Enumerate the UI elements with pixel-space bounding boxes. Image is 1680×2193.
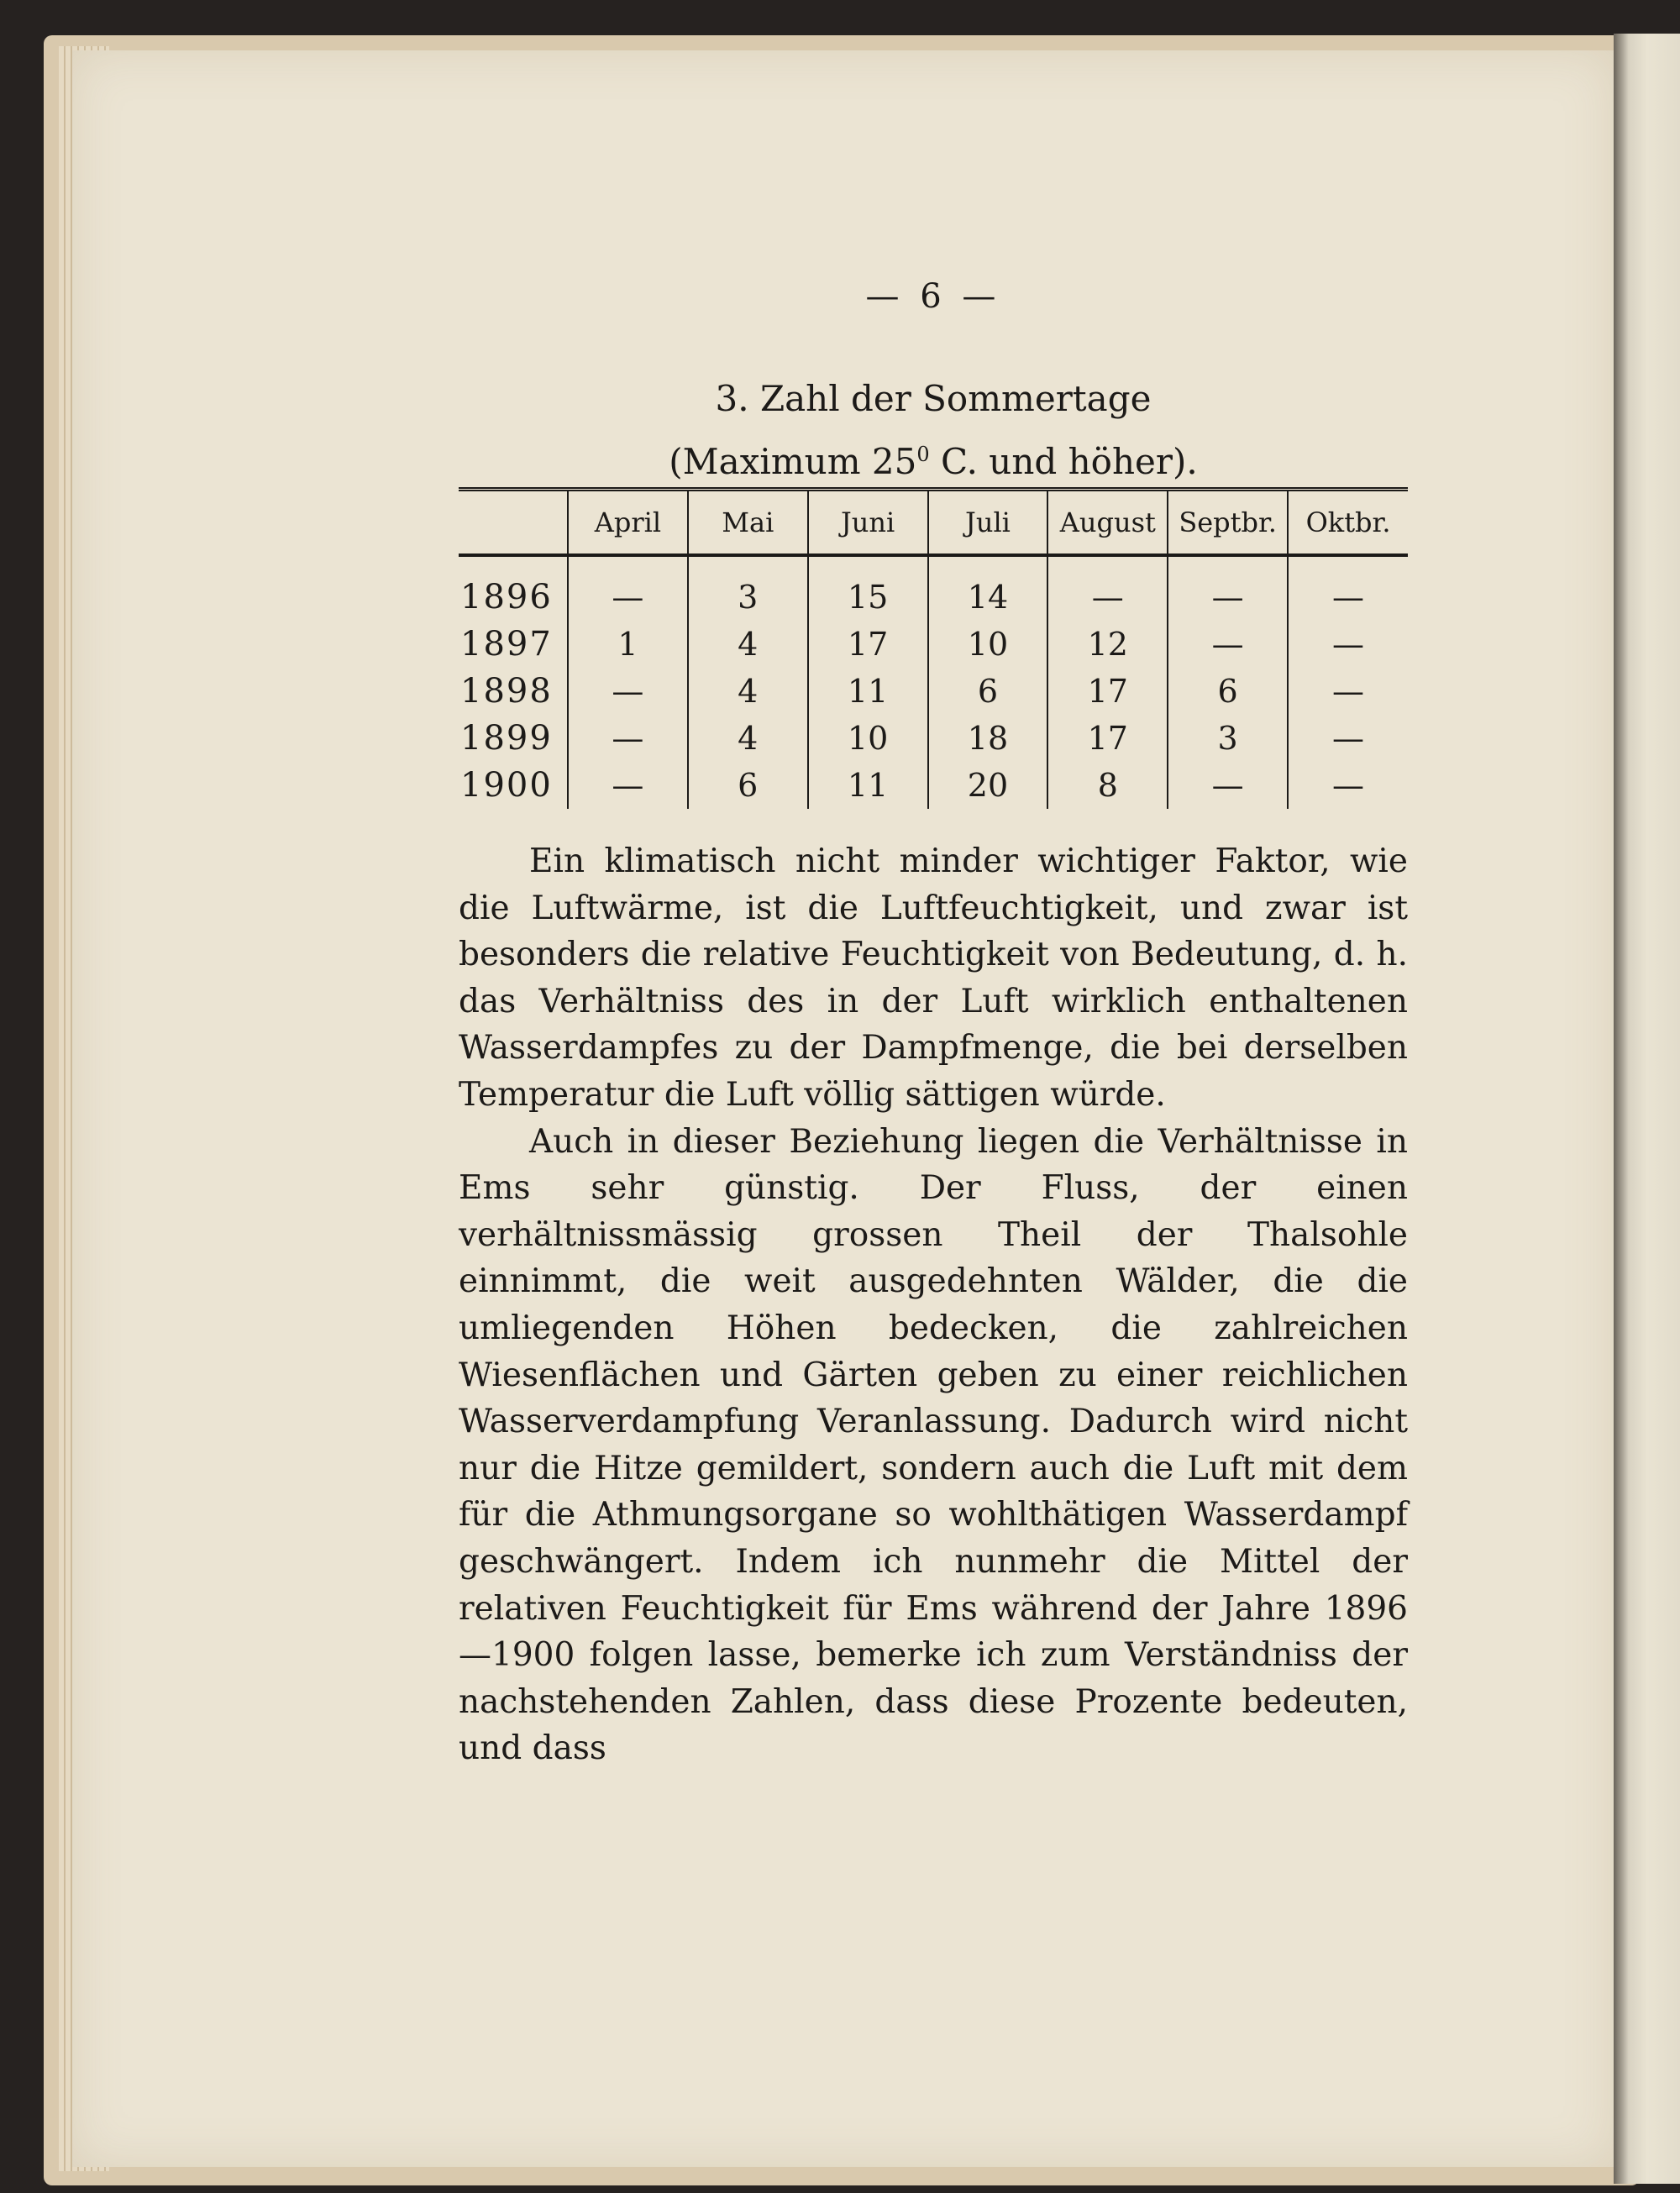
table-cell: — <box>568 762 688 809</box>
table-header-row <box>459 490 1408 556</box>
table-cell: 1 <box>568 621 688 668</box>
table-cell: — <box>1288 668 1408 715</box>
book-spine <box>1614 34 1680 2184</box>
table-cell: — <box>1047 555 1168 621</box>
table-cell: — <box>1288 762 1408 809</box>
row-year: 1896 <box>460 578 553 616</box>
table-cell: 10 <box>928 621 1048 668</box>
table-row <box>459 715 1408 762</box>
table-cell: 10 <box>808 715 928 762</box>
table-cell: — <box>1168 762 1288 809</box>
table-cell: 3 <box>688 555 808 621</box>
subtitle-pre: (Maximum 25 <box>669 441 917 482</box>
column-header: Septbr. <box>1168 490 1288 556</box>
table-cell: 17 <box>1047 668 1168 715</box>
year-header <box>459 490 568 556</box>
table-cell: — <box>568 668 688 715</box>
column-header: August <box>1047 490 1168 556</box>
table-cell: — <box>1168 621 1288 668</box>
table-cell: — <box>568 715 688 762</box>
table-row <box>459 621 1408 668</box>
column-header: Mai <box>688 490 808 556</box>
body-text <box>459 838 1408 1772</box>
degree-superscript: 0 <box>916 443 930 466</box>
table-cell: 17 <box>808 621 928 668</box>
row-year: 1898 <box>460 672 553 711</box>
table-cell: 6 <box>688 762 808 809</box>
table-cell: 8 <box>1047 762 1168 809</box>
table-cell: 12 <box>1047 621 1168 668</box>
table-cell: — <box>568 555 688 621</box>
table-cell: 18 <box>928 715 1048 762</box>
table-cell: 15 <box>808 555 928 621</box>
table-cell: 4 <box>688 621 808 668</box>
table-cell: 4 <box>688 668 808 715</box>
subtitle-post: C. und höher). <box>929 441 1198 482</box>
table-cell: — <box>1168 555 1288 621</box>
table-cell: — <box>1288 715 1408 762</box>
table-cell: — <box>1288 555 1408 621</box>
table-cell: 6 <box>1168 668 1288 715</box>
table-row <box>459 762 1408 809</box>
summer-days-table <box>459 487 1408 809</box>
table-cell: 11 <box>808 668 928 715</box>
page-number: — 6 — <box>865 277 1001 316</box>
paragraph: Auch in dieser Beziehung liegen die Verhältnisse in Ems sehr günstig. Der Fluss, der einen verhältnissmässig grossen Theil der Thalsohle einnimmt, die weit ausgedehnten Wälder, die die umliegenden Höhen bedecken, die zahlreichen Wiesenflächen und Gärten geben zu einer reichlichen Wasserverdampfung Veranlassung. Dadurch wird nicht nur die Hitze gemildert, sondern auch die Luft mit dem für die Athmungsorgane so wohlthätigen Wasserdampf geschwängert. Indem ich nunmehr die Mittel der relativen Feuchtigkeit für Ems während der Jahre 1896—1900 folgen lasse, bemerke ich zum Verständniss der nachstehenden Zahlen, dass diese Prozente bedeuten, und dass <box>459 1122 1408 1768</box>
table-cell: 14 <box>928 555 1048 621</box>
column-header: Juli <box>928 490 1048 556</box>
table-cell: — <box>1288 621 1408 668</box>
table-row <box>459 555 1408 621</box>
table-cell: 4 <box>688 715 808 762</box>
column-header: Juni <box>808 490 928 556</box>
row-year: 1897 <box>460 625 553 664</box>
paragraph: Ein klimatisch nicht minder wichtiger Faktor, wie die Luftwärme, ist die Luftfeuchtigkeit, und zwar ist besonders die relative Feuchtigkeit von Bedeutung, d. h. das Verhältniss des in der Luft wirklich enthaltenen Wasserdampfes zu der Dampfmenge, die bei derselben Temperatur die Luft völlig sättigen würde. <box>459 842 1408 1114</box>
column-header: Oktbr. <box>1288 490 1408 556</box>
table-cell: 20 <box>928 762 1048 809</box>
row-year: 1899 <box>460 719 553 758</box>
section-subtitle <box>459 427 1408 490</box>
section-heading <box>459 371 1408 490</box>
table-cell: 6 <box>928 668 1048 715</box>
table-cell: 3 <box>1168 715 1288 762</box>
row-year: 1900 <box>460 766 553 805</box>
column-header: April <box>568 490 688 556</box>
section-title: 3. Zahl der Sommertage <box>715 378 1152 419</box>
table-row <box>459 668 1408 715</box>
table-cell: 11 <box>808 762 928 809</box>
table-cell: 17 <box>1047 715 1168 762</box>
